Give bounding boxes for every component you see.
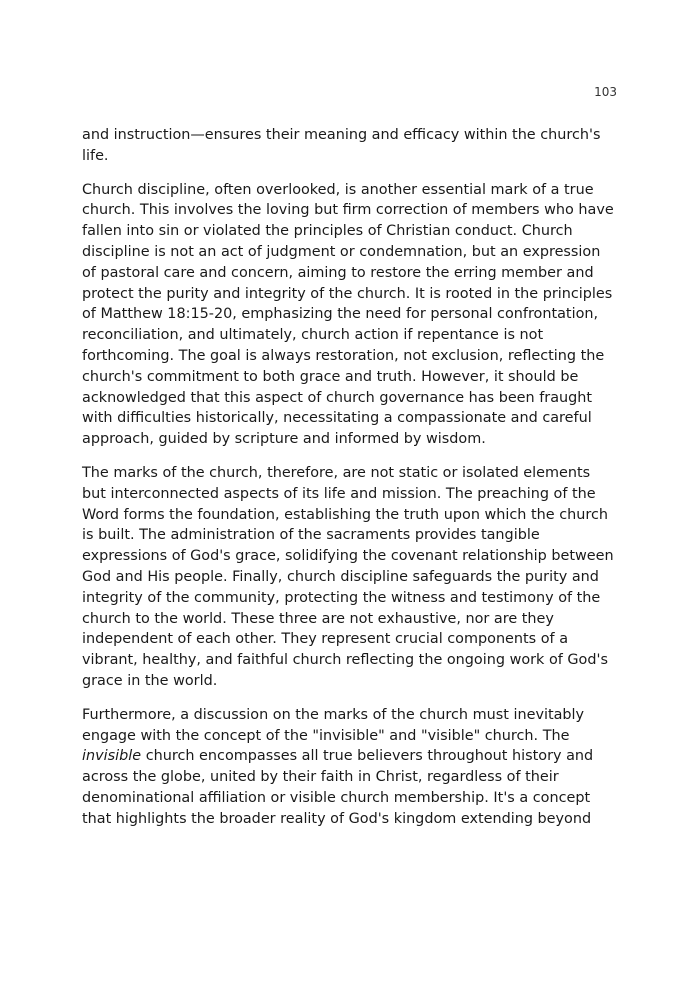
body-text bbox=[82, 125, 618, 843]
page-number: 103 bbox=[594, 85, 617, 99]
paragraph-4 bbox=[82, 705, 618, 830]
paragraph-1: and instruction—ensures their meaning and efficacy within the church's life. bbox=[82, 127, 601, 164]
paragraph-4-text-after: church encompasses all true believers throughout history and across the globe, united by their faith in Christ, regardless of their denominational affiliation or visible church membership. It's a concept that highlights the broader reality of God's kingdom extending beyond bbox=[82, 748, 594, 827]
paragraph-4-text-before: Furthermore, a discussion on the marks of the church must inevitably engage with the concept of the "invisible" and "visible" church. The bbox=[82, 706, 585, 744]
paragraph-4-emphasis: invisible bbox=[82, 748, 142, 765]
paragraph-2: Church discipline, often overlooked, is another essential mark of a true church. This involves the loving but firm correction of members who have fallen into sin or violated the principles of Christian conduct. Church discipline is not an act of judgment or condemnation, but an expression of pastoral care and concern, aiming to restore the erring member and protect the purity and integrity of the church. It is rooted in the principles of Matthew 18:15-20, emphasizing the need for personal confrontation, reconciliation, and ultimately, church action if repentance is not forthcoming. The goal is always restoration, not exclusion, reflecting the church's commitment to both grace and truth. However, it should be acknowledged that this aspect of church governance has been fraught with difficulties historically, necessitating a compassionate and careful approach, guided by scripture and informed by wisdom. bbox=[82, 181, 614, 448]
paragraph-3: The marks of the church, therefore, are not static or isolated elements but interconnected aspects of its life and mission. The preaching of the Word forms the foundation, establishing the truth upon which the church is built. The administration of the sacraments provides tangible expressions of God's grace, solidifying the covenant relationship between God and His people. Finally, church discipline safeguards the purity and integrity of the community, protecting the witness and testimony of the church to the world. These three are not exhaustive, nor are they independent of each other. They represent crucial components of a vibrant, healthy, and faithful church reflecting the ongoing work of God's grace in the world. bbox=[82, 464, 614, 689]
